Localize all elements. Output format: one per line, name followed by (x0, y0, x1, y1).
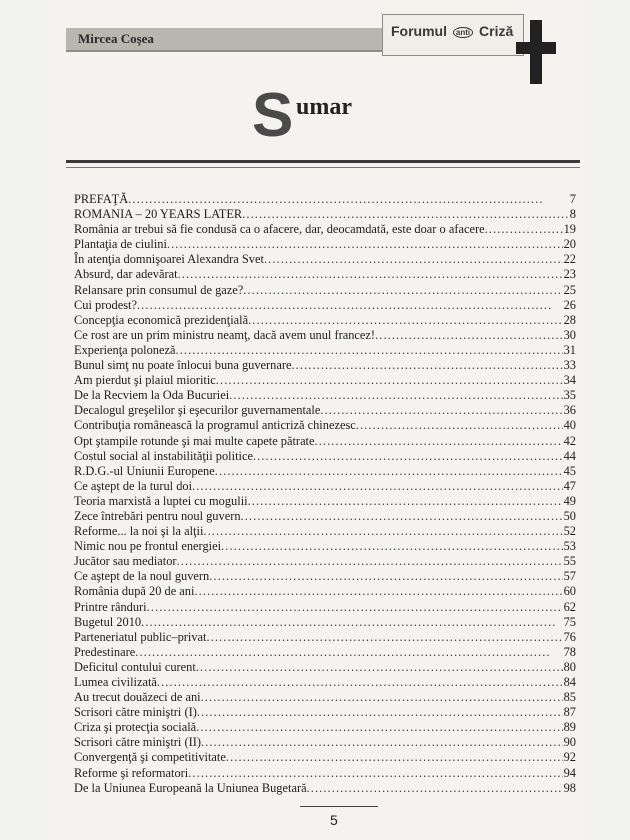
toc-entry-title: Predestinare (74, 644, 136, 659)
toc-leader-dots (221, 539, 563, 554)
series-logo (382, 14, 524, 56)
toc-entry-title: Deficitul contului curent (74, 659, 196, 674)
toc-entry-title: Concepţia economică prezidenţială (74, 312, 249, 327)
toc-entry (74, 781, 576, 796)
toc-entry-page: 8 (569, 207, 576, 222)
toc-entry-page: 84 (563, 675, 576, 689)
toc-leader-dots (177, 554, 563, 569)
toc-entry-page: 33 (563, 358, 576, 373)
toc-leader-dots (356, 418, 563, 433)
toc-entry-page: 28 (563, 312, 576, 327)
toc-entry-title: Bugetul 2010 (74, 614, 142, 629)
toc-entry (74, 343, 576, 358)
toc-entry-title: De la Recviem la Oda Bucuriei (74, 388, 230, 403)
toc-entry (74, 675, 576, 690)
toc-entry-title: Relansare prin consumul de gaze? (74, 282, 244, 297)
toc-leader-dots (243, 283, 562, 298)
toc-entry-title: Scrisori către miniştri (II) (74, 735, 201, 750)
toc-entry (74, 313, 576, 328)
toc-leader-dots (128, 192, 569, 207)
toc-entry (74, 645, 576, 660)
toc-entry-title: Absurd, dar adevărat (74, 267, 178, 282)
toc-leader-dots (375, 328, 563, 343)
toc-entry-page: 75 (563, 614, 576, 629)
toc-entry (74, 584, 576, 599)
toc-leader-dots (192, 479, 563, 494)
toc-leader-dots (248, 313, 563, 328)
toc-entry-title: Convergenţă şi competitivitate (74, 750, 226, 765)
toc-leader-dots (203, 524, 562, 539)
toc-leader-dots (201, 735, 563, 750)
toc-entry-title: Am pierdut şi plaiul mioritic (74, 373, 216, 388)
toc-leader-dots (485, 222, 563, 237)
book-page (46, 0, 586, 840)
logo-word-left: Forumul (391, 23, 447, 39)
toc-entry-page: 23 (563, 267, 576, 282)
toc-entry-page: 80 (563, 659, 576, 674)
toc-entry-page: 50 (563, 508, 576, 523)
toc-leader-dots (176, 343, 563, 358)
toc-entry-page: 85 (563, 690, 576, 705)
toc-leader-dots (147, 600, 563, 615)
toc-entry (74, 630, 576, 645)
toc-entry (74, 267, 576, 282)
toc-entry-title: Costul social al instabilităţii politice (74, 448, 253, 463)
toc-entry-title: Ce aştept de la turul doi (74, 478, 193, 493)
toc-entry-title: Criza şi protecţia socială (74, 720, 197, 735)
toc-entry-page: 94 (563, 765, 576, 780)
toc-leader-dots (157, 675, 563, 690)
toc-entry-title: Experienţa poloneză (74, 342, 176, 357)
toc-entry (74, 283, 576, 298)
toc-entry (74, 373, 576, 388)
toc-entry-page: 26 (563, 297, 576, 312)
toc-entry (74, 554, 576, 569)
toc-entry-page: 19 (563, 222, 576, 237)
toc-entry-page: 92 (563, 750, 576, 765)
toc-entry-title: Teoria marxistă a luptei cu mogulii (74, 493, 248, 508)
toc-entry-page: 52 (563, 524, 576, 539)
toc-entry-title: Reforme... la noi şi la alţii (74, 524, 204, 539)
toc-entry-page: 62 (563, 599, 576, 614)
table-of-contents (74, 192, 576, 796)
toc-entry (74, 388, 576, 403)
toc-entry (74, 524, 576, 539)
toc-entry-page: 22 (563, 252, 576, 267)
cross-icon-bar (516, 42, 556, 54)
page-number: 5 (330, 812, 338, 828)
toc-entry-page: 89 (563, 720, 576, 735)
toc-entry (74, 750, 576, 765)
toc-leader-dots (197, 705, 563, 720)
toc-leader-dots (178, 267, 563, 282)
toc-entry (74, 615, 576, 630)
toc-entry (74, 434, 576, 449)
author-name: Mircea Coşea (78, 31, 154, 46)
toc-entry-title: Plantaţia de ciulini (74, 237, 167, 252)
toc-entry-title: Decalogul greşelilor şi eşecurilor guvernamentale (74, 403, 321, 418)
toc-entry-page: 57 (563, 569, 576, 584)
toc-entry (74, 766, 576, 781)
toc-entry-page: 25 (563, 282, 576, 297)
toc-entry-title: Printre rânduri (74, 599, 147, 614)
toc-leader-dots (141, 615, 562, 630)
title-rule (66, 160, 580, 163)
running-header (66, 28, 426, 52)
toc-leader-dots (241, 509, 563, 524)
toc-entry-page: 44 (563, 448, 576, 463)
toc-entry (74, 207, 576, 222)
toc-leader-dots (188, 766, 562, 781)
toc-leader-dots (226, 750, 563, 765)
toc-leader-dots (229, 388, 562, 403)
toc-entry-title: Bunul simţ nu poate înlocui buna guvernare (74, 358, 292, 373)
toc-entry (74, 418, 576, 433)
toc-leader-dots (196, 720, 562, 735)
toc-entry-title: Ce rost are un prim ministru neamţ, dacă avem unul francez! (74, 327, 376, 342)
toc-entry-page: 55 (563, 554, 576, 569)
toc-entry (74, 192, 576, 207)
toc-entry-title: Nimic nou pe frontul energiei (74, 539, 222, 554)
toc-leader-dots (291, 358, 562, 373)
toc-leader-dots (194, 584, 562, 599)
toc-entry (74, 690, 576, 705)
toc-entry-title: Parteneriatul public–privat (74, 629, 207, 644)
toc-entry-title: ROMANIA – 20 YEARS LATER (74, 207, 243, 222)
toc-leader-dots (315, 434, 563, 449)
toc-entry-title: Jucător sau mediator (74, 554, 177, 569)
toc-entry (74, 464, 576, 479)
toc-entry-page: 30 (563, 327, 576, 342)
toc-entry (74, 735, 576, 750)
title-initial: S (252, 81, 294, 150)
toc-entry-page: 98 (563, 780, 576, 795)
toc-leader-dots (209, 569, 562, 584)
toc-entry (74, 358, 576, 373)
toc-entry-page: 60 (563, 584, 576, 599)
title-rest: umar (296, 94, 352, 120)
toc-entry-title: De la Uniunea Europeană la Uniunea Bugetară (74, 780, 307, 795)
toc-entry-page: 78 (563, 644, 576, 659)
toc-leader-dots (137, 298, 563, 313)
toc-entry (74, 705, 576, 720)
toc-entry-title: R.D.G.-ul Uniunii Europene (74, 463, 215, 478)
toc-entry (74, 403, 576, 418)
toc-entry-page: 36 (563, 403, 576, 418)
toc-entry-title: Contribuţia românească la programul anticriză chinezesc (74, 418, 356, 433)
toc-entry-page: 76 (563, 629, 576, 644)
toc-entry-page: 20 (563, 237, 576, 252)
toc-entry-page: 35 (563, 388, 576, 403)
toc-entry (74, 539, 576, 554)
toc-entry (74, 328, 576, 343)
toc-entry (74, 720, 576, 735)
toc-entry-title: Opt ştampile rotunde şi mai multe capete pătrate (74, 433, 315, 448)
toc-leader-dots (320, 403, 562, 418)
toc-entry (74, 494, 576, 509)
toc-leader-dots (201, 690, 563, 705)
toc-entry-title: Au trecut douăzeci de ani (74, 690, 201, 705)
toc-leader-dots (216, 373, 563, 388)
title-rule-thin (66, 167, 580, 168)
toc-entry (74, 479, 576, 494)
toc-entry-page: 87 (563, 705, 576, 720)
toc-entry-title: Reforme şi reformatori (74, 765, 189, 780)
toc-entry-page: 34 (563, 373, 576, 388)
toc-entry (74, 298, 576, 313)
toc-entry-page: 40 (563, 418, 576, 433)
toc-leader-dots (264, 252, 563, 267)
toc-leader-dots (253, 449, 563, 464)
toc-leader-dots (206, 630, 562, 645)
toc-entry-title: România după 20 de ani (74, 584, 195, 599)
toc-leader-dots (135, 645, 562, 660)
toc-entry (74, 569, 576, 584)
footer-rule (300, 806, 378, 807)
toc-entry-title: Scrisori către miniştri (I) (74, 705, 197, 720)
toc-entry-title: Ce aştept de la noul guvern (74, 569, 210, 584)
toc-leader-dots (167, 237, 563, 252)
toc-leader-dots (307, 781, 563, 796)
toc-entry (74, 237, 576, 252)
toc-entry-page: 42 (563, 433, 576, 448)
toc-entry (74, 509, 576, 524)
toc-entry (74, 660, 576, 675)
toc-entry (74, 600, 576, 615)
toc-entry-title: Cui prodest? (74, 297, 137, 312)
toc-entry-page: 53 (563, 539, 576, 554)
toc-entry (74, 449, 576, 464)
toc-entry-page: 45 (563, 463, 576, 478)
logo-word-anti: anti (453, 27, 473, 38)
toc-entry-page: 7 (569, 192, 576, 206)
toc-entry-title: Lumea civilizată (74, 675, 157, 689)
toc-entry-page: 49 (563, 493, 576, 508)
toc-entry-title: PREFAŢĂ (74, 192, 129, 206)
toc-entry-title: Zece întrebări pentru noul guvern (74, 508, 241, 523)
toc-entry (74, 222, 576, 237)
toc-entry-title: România ar trebui să fie condusă ca o afacere, dar, deocamdată, este doar o afacere (74, 222, 485, 237)
toc-leader-dots (215, 464, 563, 479)
toc-entry-page: 31 (563, 342, 576, 357)
logo-word-right: Criză (479, 23, 514, 39)
toc-leader-dots (248, 494, 563, 509)
toc-entry-title: În atenţia domnişoarei Alexandra Svet (74, 252, 264, 267)
toc-entry-page: 47 (563, 478, 576, 493)
toc-entry (74, 252, 576, 267)
toc-leader-dots (196, 660, 563, 675)
toc-entry-page: 90 (563, 735, 576, 750)
toc-leader-dots (242, 207, 569, 222)
